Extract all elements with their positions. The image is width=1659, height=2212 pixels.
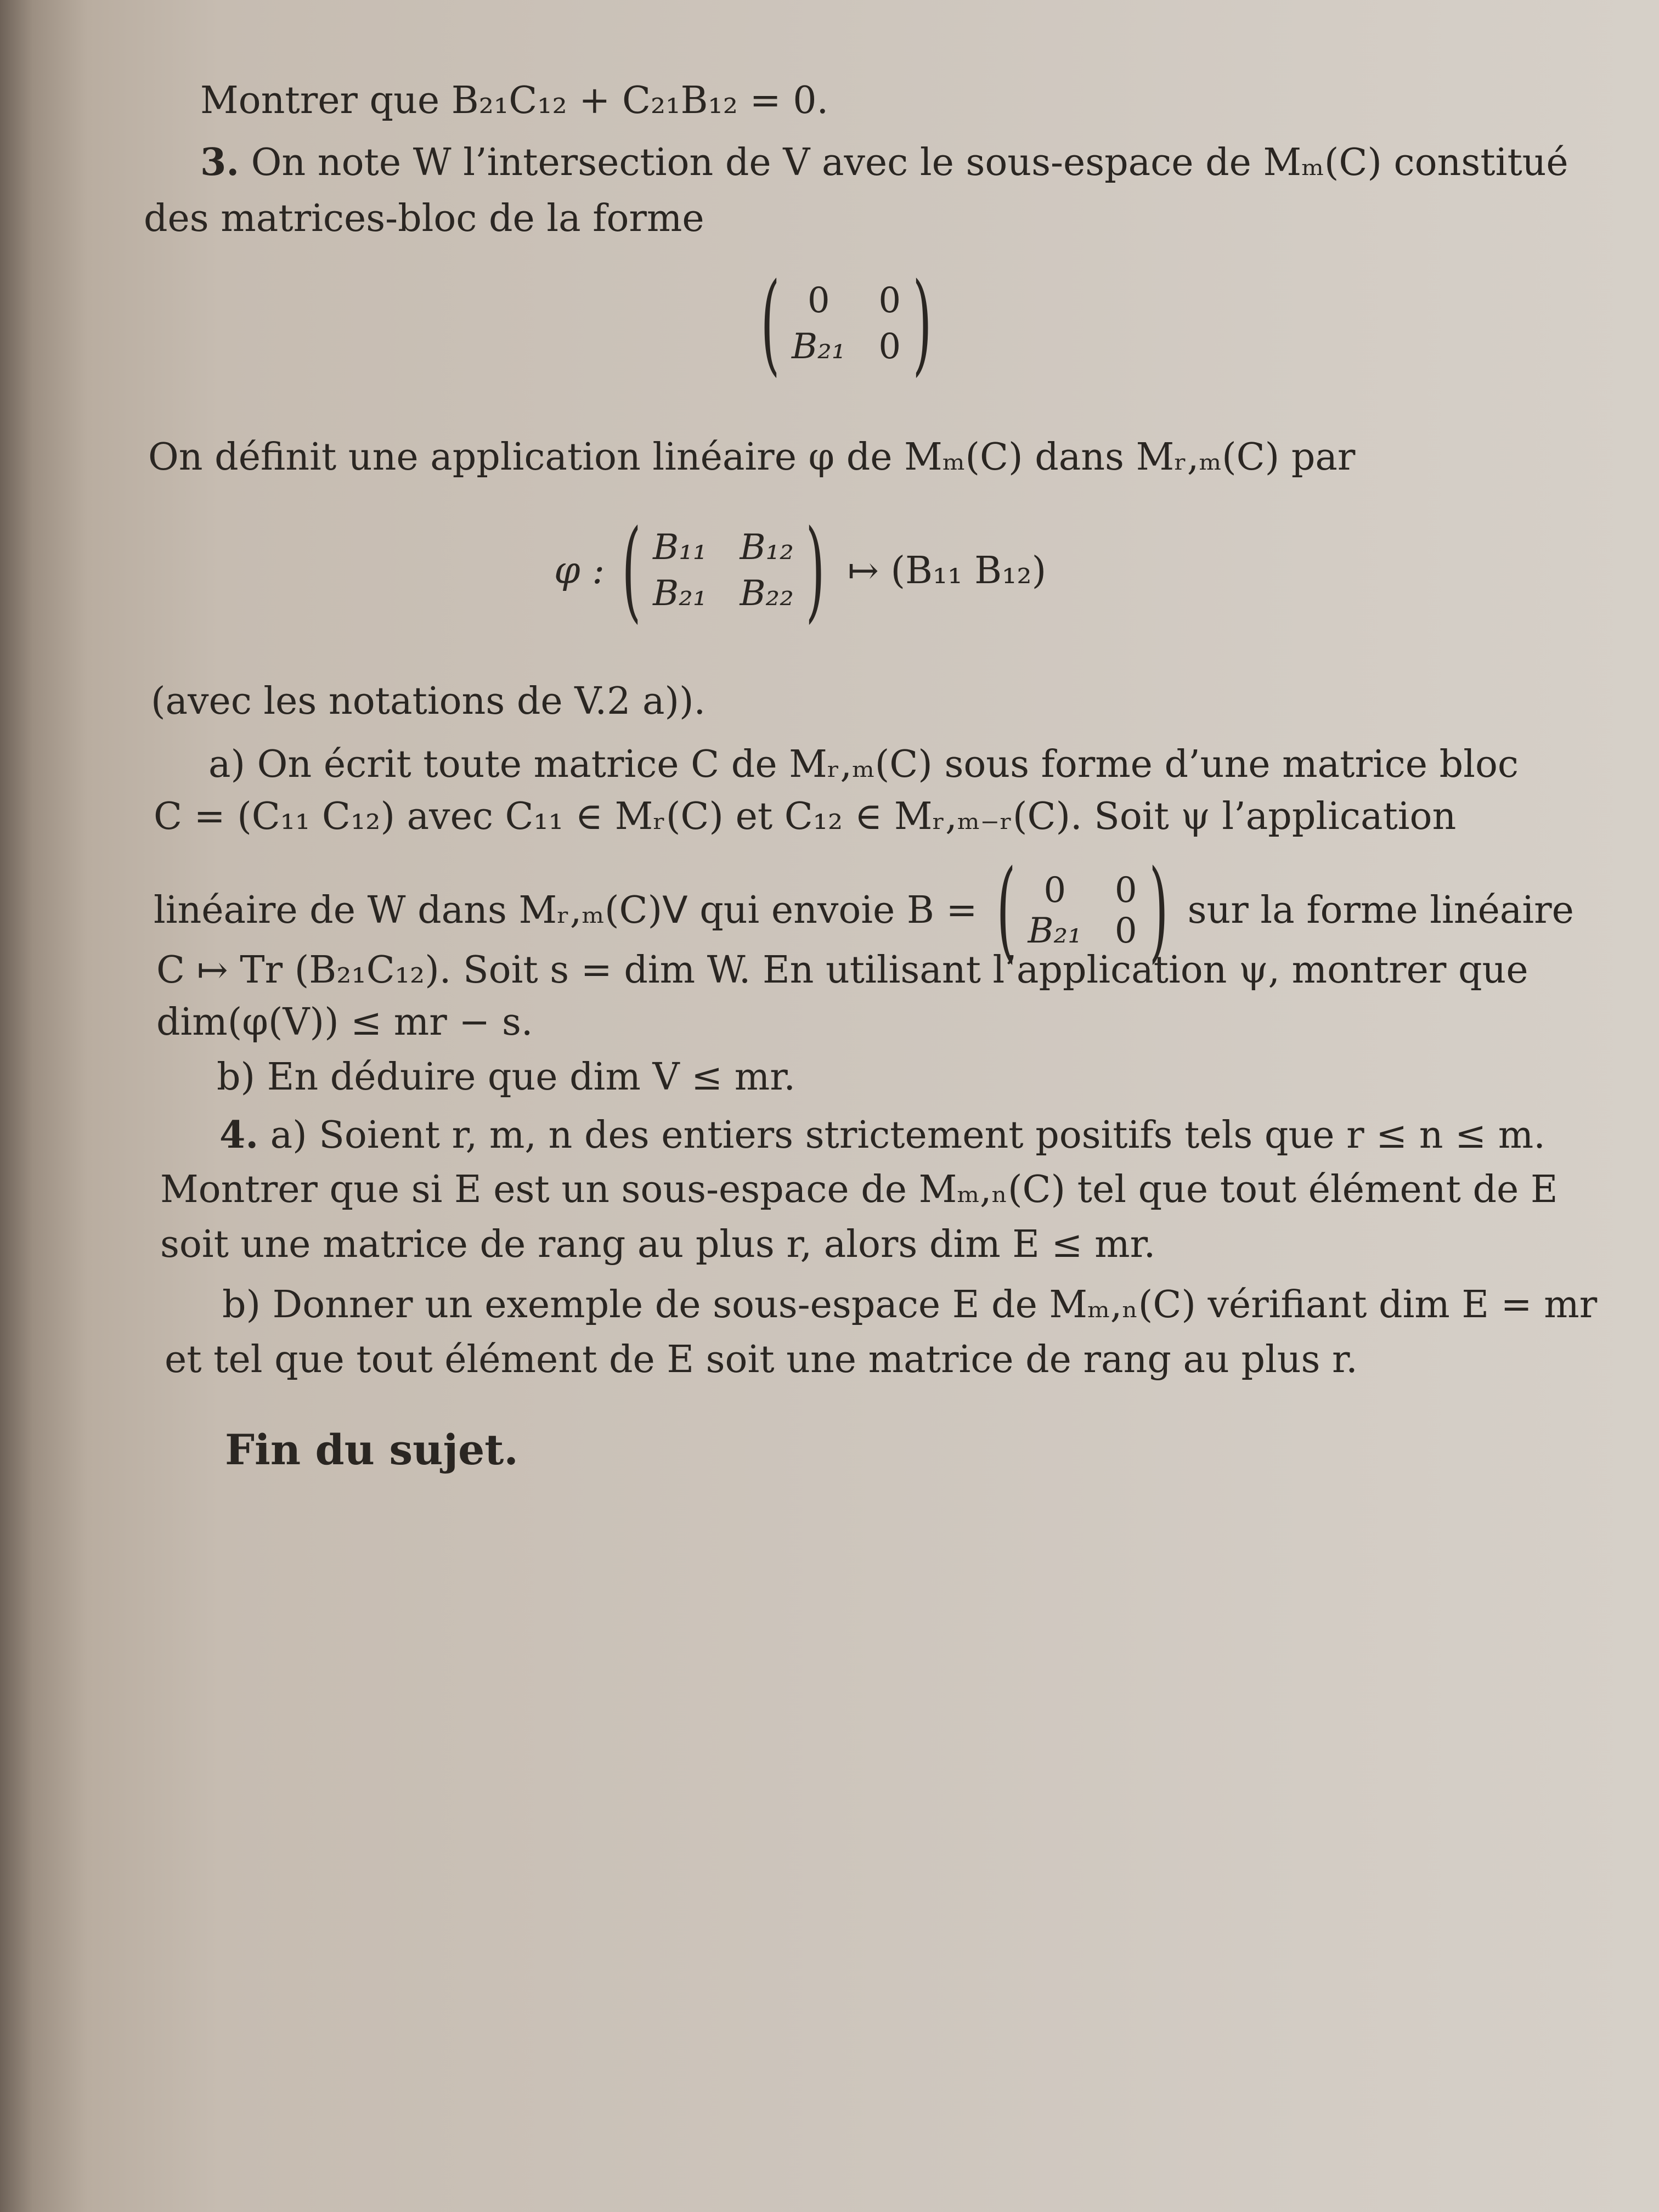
matrix-entry: 0 <box>1114 870 1137 911</box>
matrix-entry: B₁₁ <box>653 527 707 568</box>
right-paren: ) <box>805 506 825 634</box>
matrix-entry: B₂₂ <box>740 573 794 614</box>
right-paren: ) <box>912 259 932 387</box>
question-4b-line-1: b) Donner un exemple de sous-espace E de Mₘ,ₙ(C) vérifiant dim E = mr <box>222 1283 1598 1327</box>
part-b-line: b) En déduire que dim V ≤ mr. <box>217 1056 795 1099</box>
notations-line: (avec les notations de V.2 a)). <box>151 680 706 723</box>
phi-map <box>554 506 1047 634</box>
matrix-entry: 0 <box>878 326 901 367</box>
matrix-W <box>749 259 944 387</box>
phi-label: φ : <box>554 549 605 592</box>
part-a-line-2: C = (C₁₁ C₁₂) avec C₁₁ ∈ Mᵣ(C) et C₁₂ ∈ Mᵣ,ₘ₋ᵣ(C). Soit ψ l’application <box>154 795 1457 838</box>
question-4-line-1 <box>219 1113 1545 1157</box>
text-span: On note W l’intersection de V avec le sous-espace de Mₘ(C) constitué <box>251 141 1568 184</box>
matrix-entry: B₂₁ <box>792 326 846 367</box>
part-a-line-4: C ↦ Tr (B₂₁C₁₂). Soit s = dim W. En utilisant l’application ψ, montrer que <box>156 949 1528 992</box>
matrix-entry: 0 <box>1043 870 1066 911</box>
left-paren: ( <box>996 847 1017 974</box>
part-a-line-5: dim(φ(V)) ≤ mr − s. <box>156 1001 533 1044</box>
question-4b-line-2: et tel que tout élément de E soit une matrice de rang au plus r. <box>165 1338 1358 1381</box>
question-3-line-2: des matrices-bloc de la forme <box>144 197 704 240</box>
question-number: 4. <box>219 1113 258 1157</box>
right-paren: ) <box>1149 847 1169 974</box>
left-paren: ( <box>760 259 780 387</box>
matrix-entry: 0 <box>807 280 830 321</box>
question-3-line-1 <box>200 140 1568 184</box>
text-span: a) Soient r, m, n des entiers strictement positifs tels que r ≤ n ≤ m. <box>270 1114 1545 1157</box>
question-number: 3. <box>200 140 239 184</box>
matrix-entry: B₂₁ <box>1028 911 1082 951</box>
phi-definition-line: On définit une application linéaire φ de Mₘ(C) dans Mᵣ,ₘ(C) par <box>148 436 1356 479</box>
left-paren: ( <box>622 506 641 634</box>
text-span: sur la forme linéaire <box>1187 889 1574 932</box>
question-4-line-2: Montrer que si E est un sous-espace de Mₘ,ₙ(C) tel que tout élément de E <box>160 1168 1558 1211</box>
question-4-line-3: soit une matrice de rang au plus r, alors dim E ≤ mr. <box>160 1223 1156 1266</box>
end-of-subject: Fin du sujet. <box>225 1425 518 1474</box>
matrix-entry: B₂₁ <box>653 573 707 614</box>
part-a-line-1: a) On écrit toute matrice C de Mᵣ,ₘ(C) sous forme d’une matrice bloc <box>208 743 1519 786</box>
matrix-entry: 0 <box>878 280 901 321</box>
phi-image: ↦ (B₁₁ B₁₂) <box>847 549 1047 592</box>
text-span: linéaire de W dans Mᵣ,ₘ(C)ᐯ qui envoie B = <box>154 889 978 932</box>
matrix-entry: B₁₂ <box>740 527 794 568</box>
text-line: Montrer que B₂₁C₁₂ + C₂₁B₁₂ = 0. <box>200 79 829 122</box>
matrix-entry: 0 <box>1114 911 1137 951</box>
